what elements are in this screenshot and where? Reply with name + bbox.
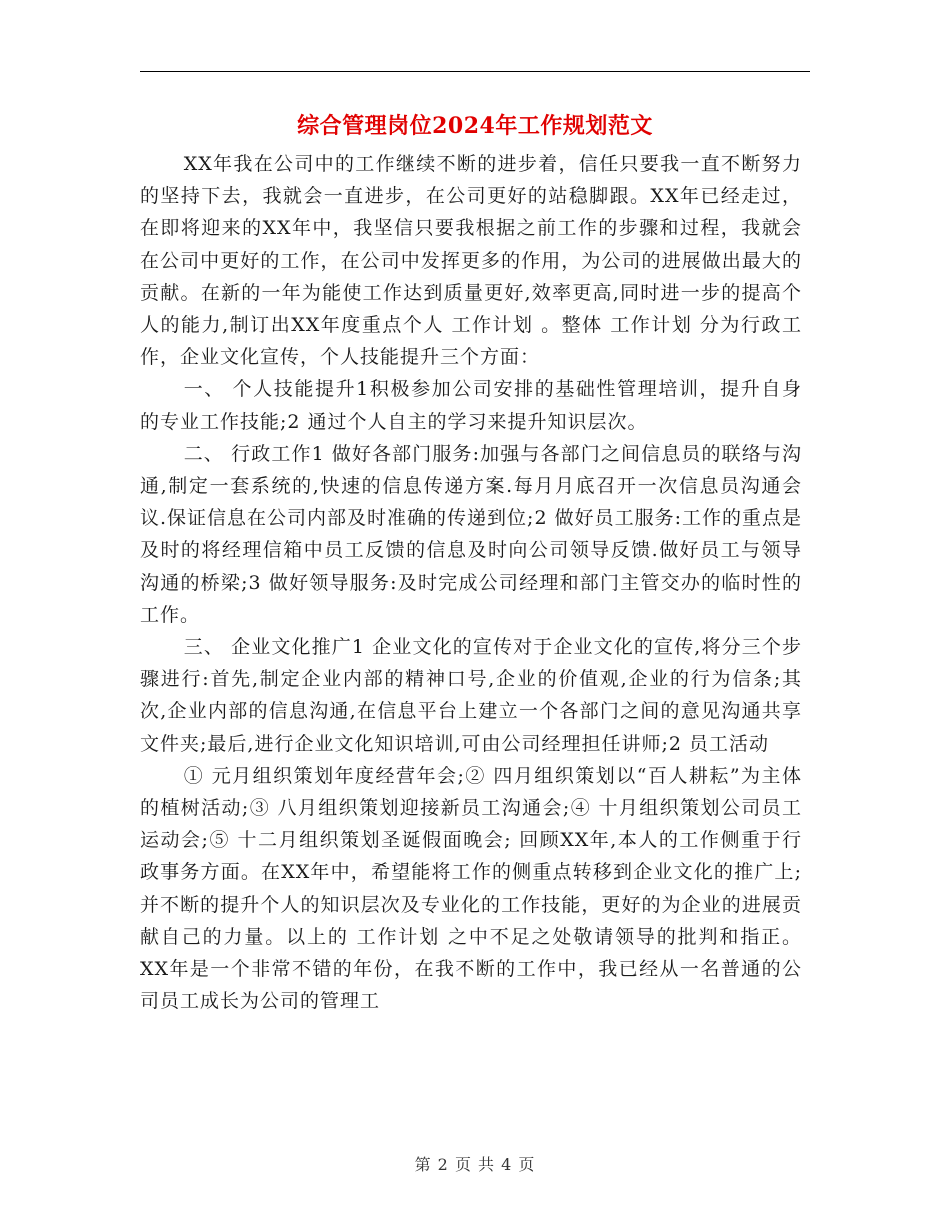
page-number: 第 2 页 共 4 页 xyxy=(414,1155,536,1174)
paragraph-section-3: 三、 企业文化推广1 企业文化的宣传对于企业文化的宣传,将分三个步骤进行:首先,制定企业内部的精神口号,企业的价值观,企业的行为信条;其次,企业内部的信息沟通,在信息平台上建立一个各部门之间的意见沟通共享文件夹;最后,进行企业文化知识培训,可由公司经理担任讲师;2 员工活动 xyxy=(140,636,802,755)
paragraph-section-1: 一、 个人技能提升1积极参加公司安排的基础性管理培训，提升自身的专业工作技能;2 通过个人自主的学习来提升知识层次。 xyxy=(140,378,802,433)
paragraph-activities: ① 元月组织策划年度经营年会;② 四月组织策划以“百人耕耘”为主体的植树活动;③ 八月组织策划迎接新员工沟通会;④ 十月组织策划公司员工运动会;⑤ 十二月组织策划圣诞假面晚会; 回顾XX年,本人的工作侧重于行政事务方面。在XX年中，希望能将工作的侧重点转移到企业文化的推广上;并不断的提升个人的知识层次及专业化的工作技能，更好的为企业的进展贡献自己的力量。以上的 工作计划 之中不足之处敬请领导的批判和指正。XX年是一个非常不错的年份，在我不断的工作中，我已经从一名普通的公司员工成长为公司的管理工 xyxy=(140,764,802,1013)
paragraph-intro: XX年我在公司中的工作继续不断的进步着，信任只要我一直不断努力的坚持下去，我就会一直进步，在公司更好的站稳脚跟。XX年已经走过，在即将迎来的XX年中，我坚信只要我根据之前工作的步骤和过程，我就会在公司中更好的工作，在公司中发挥更多的作用，为公司的进展做出最大的贡献。在新的一年为能使工作达到质量更好,效率更高,同时进一步的提高个人的能力,制订出XX年度重点个人 工作计划 。整体 工作计划 分为行政工作，企业文化宣传，个人技能提升三个方面： xyxy=(140,153,802,369)
document-title: 综合管理岗位2024年工作规划范文 xyxy=(297,113,653,139)
header-rule xyxy=(140,71,810,72)
paragraph-section-2: 二、 行政工作1 做好各部门服务:加强与各部门之间信息员的联络与沟通,制定一套系统的,快速的信息传递方案.每月月底召开一次信息员沟通会议.保证信息在公司内部及时准确的传递到位;2 做好员工服务:工作的重点是及时的将经理信箱中员工反馈的信息及时向公司领导反馈.做好员工与领导沟通的桥梁;3 做好领导服务:及时完成公司经理和部门主管交办的临时性的工作。 xyxy=(140,442,802,626)
document-body xyxy=(140,148,802,1017)
